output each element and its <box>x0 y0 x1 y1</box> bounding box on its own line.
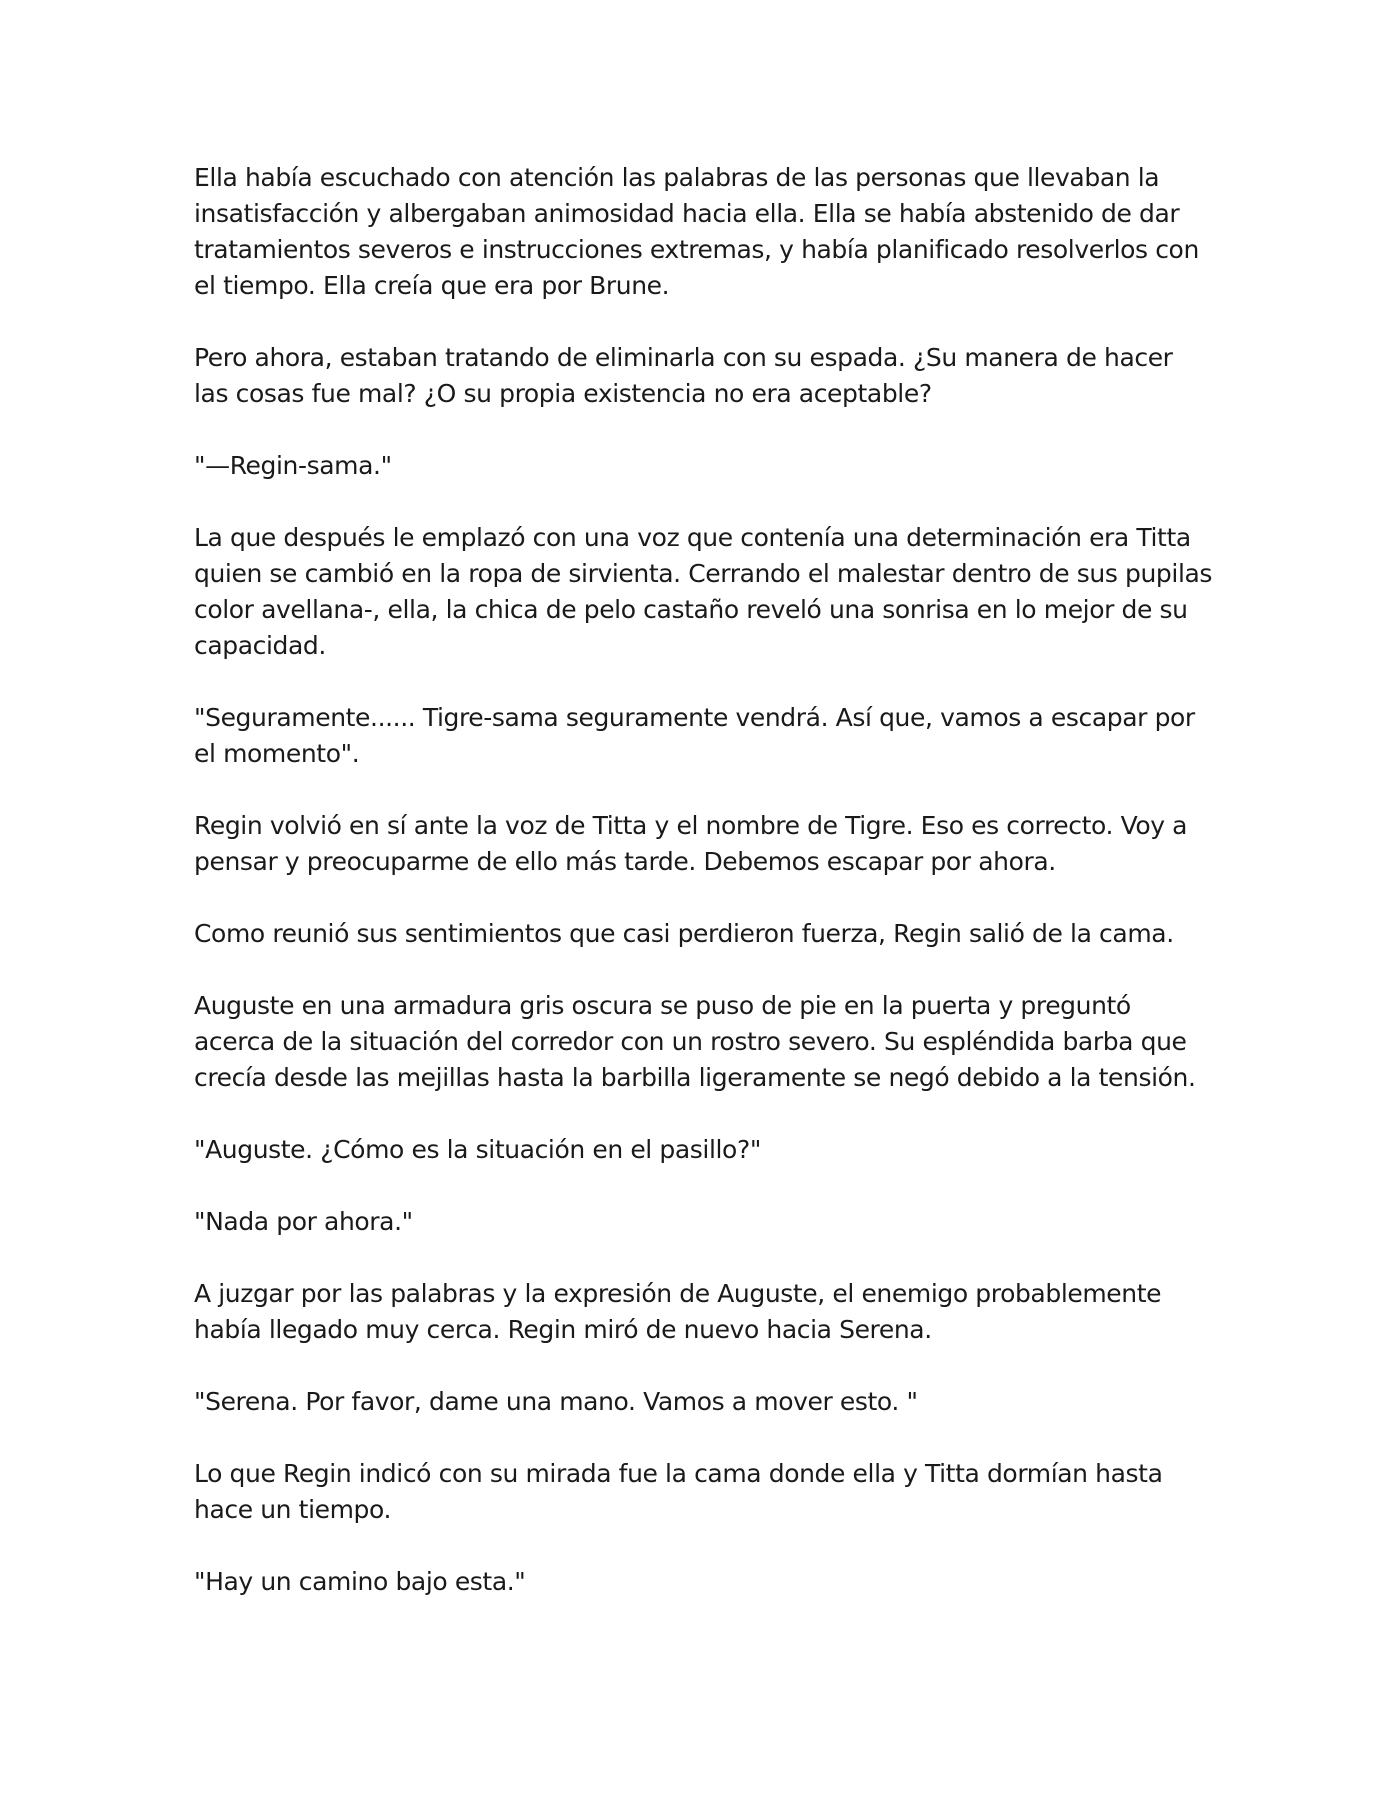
paragraph: Pero ahora, estaban tratando de eliminarla con su espada. ¿Su manera de hacer las cosas fue mal? ¿O su propia existencia no era aceptable? <box>194 343 1173 408</box>
paragraph: A juzgar por las palabras y la expresión de Auguste, el enemigo probablemente había llegado muy cerca. Regin miró de nuevo hacia Serena. <box>194 1279 1162 1344</box>
paragraph: "Auguste. ¿Cómo es la situación en el pasillo?" <box>194 1135 761 1164</box>
paragraph: Auguste en una armadura gris oscura se puso de pie en la puerta y preguntó acerca de la situación del corredor con un rostro severo. Su espléndida barba que crecía desde las mejillas hasta la barbilla ligeramente se negó debido a la tensión. <box>194 991 1196 1092</box>
paragraph: Regin volvió en sí ante la voz de Titta y el nombre de Tigre. Eso es correcto. Voy a pensar y preocuparme de ello más tarde. Debemos escapar por ahora. <box>194 811 1188 876</box>
paragraph: "Nada por ahora." <box>194 1207 413 1236</box>
paragraph: Como reunió sus sentimientos que casi perdieron fuerza, Regin salió de la cama. <box>194 919 1174 948</box>
paragraph: Ella había escuchado con atención las palabras de las personas que llevaban la insatisfacción y albergaban animosidad hacia ella. Ella se había abstenido de dar tratamientos severos e instrucciones extremas, y había planificado resolverlos con el tiempo. Ella creía que era por Brune. <box>194 163 1199 300</box>
paragraph: "—Regin-sama." <box>194 451 392 480</box>
paragraph: Lo que Regin indicó con su mirada fue la cama donde ella y Titta dormían hasta hace un tiempo. <box>194 1459 1163 1524</box>
paragraph: "Hay un camino bajo esta." <box>194 1567 526 1596</box>
document-body <box>194 160 1214 1600</box>
paragraph: "Serena. Por favor, dame una mano. Vamos a mover esto. " <box>194 1387 918 1416</box>
paragraph: "Seguramente...... Tigre-sama seguramente vendrá. Así que, vamos a escapar por el momento". <box>194 703 1195 768</box>
paragraph: La que después le emplazó con una voz que contenía una determinación era Titta quien se cambió en la ropa de sirvienta. Cerrando el malestar dentro de sus pupilas color avellana-, ella, la chica de pelo castaño reveló una sonrisa en lo mejor de su capacidad. <box>194 523 1213 660</box>
